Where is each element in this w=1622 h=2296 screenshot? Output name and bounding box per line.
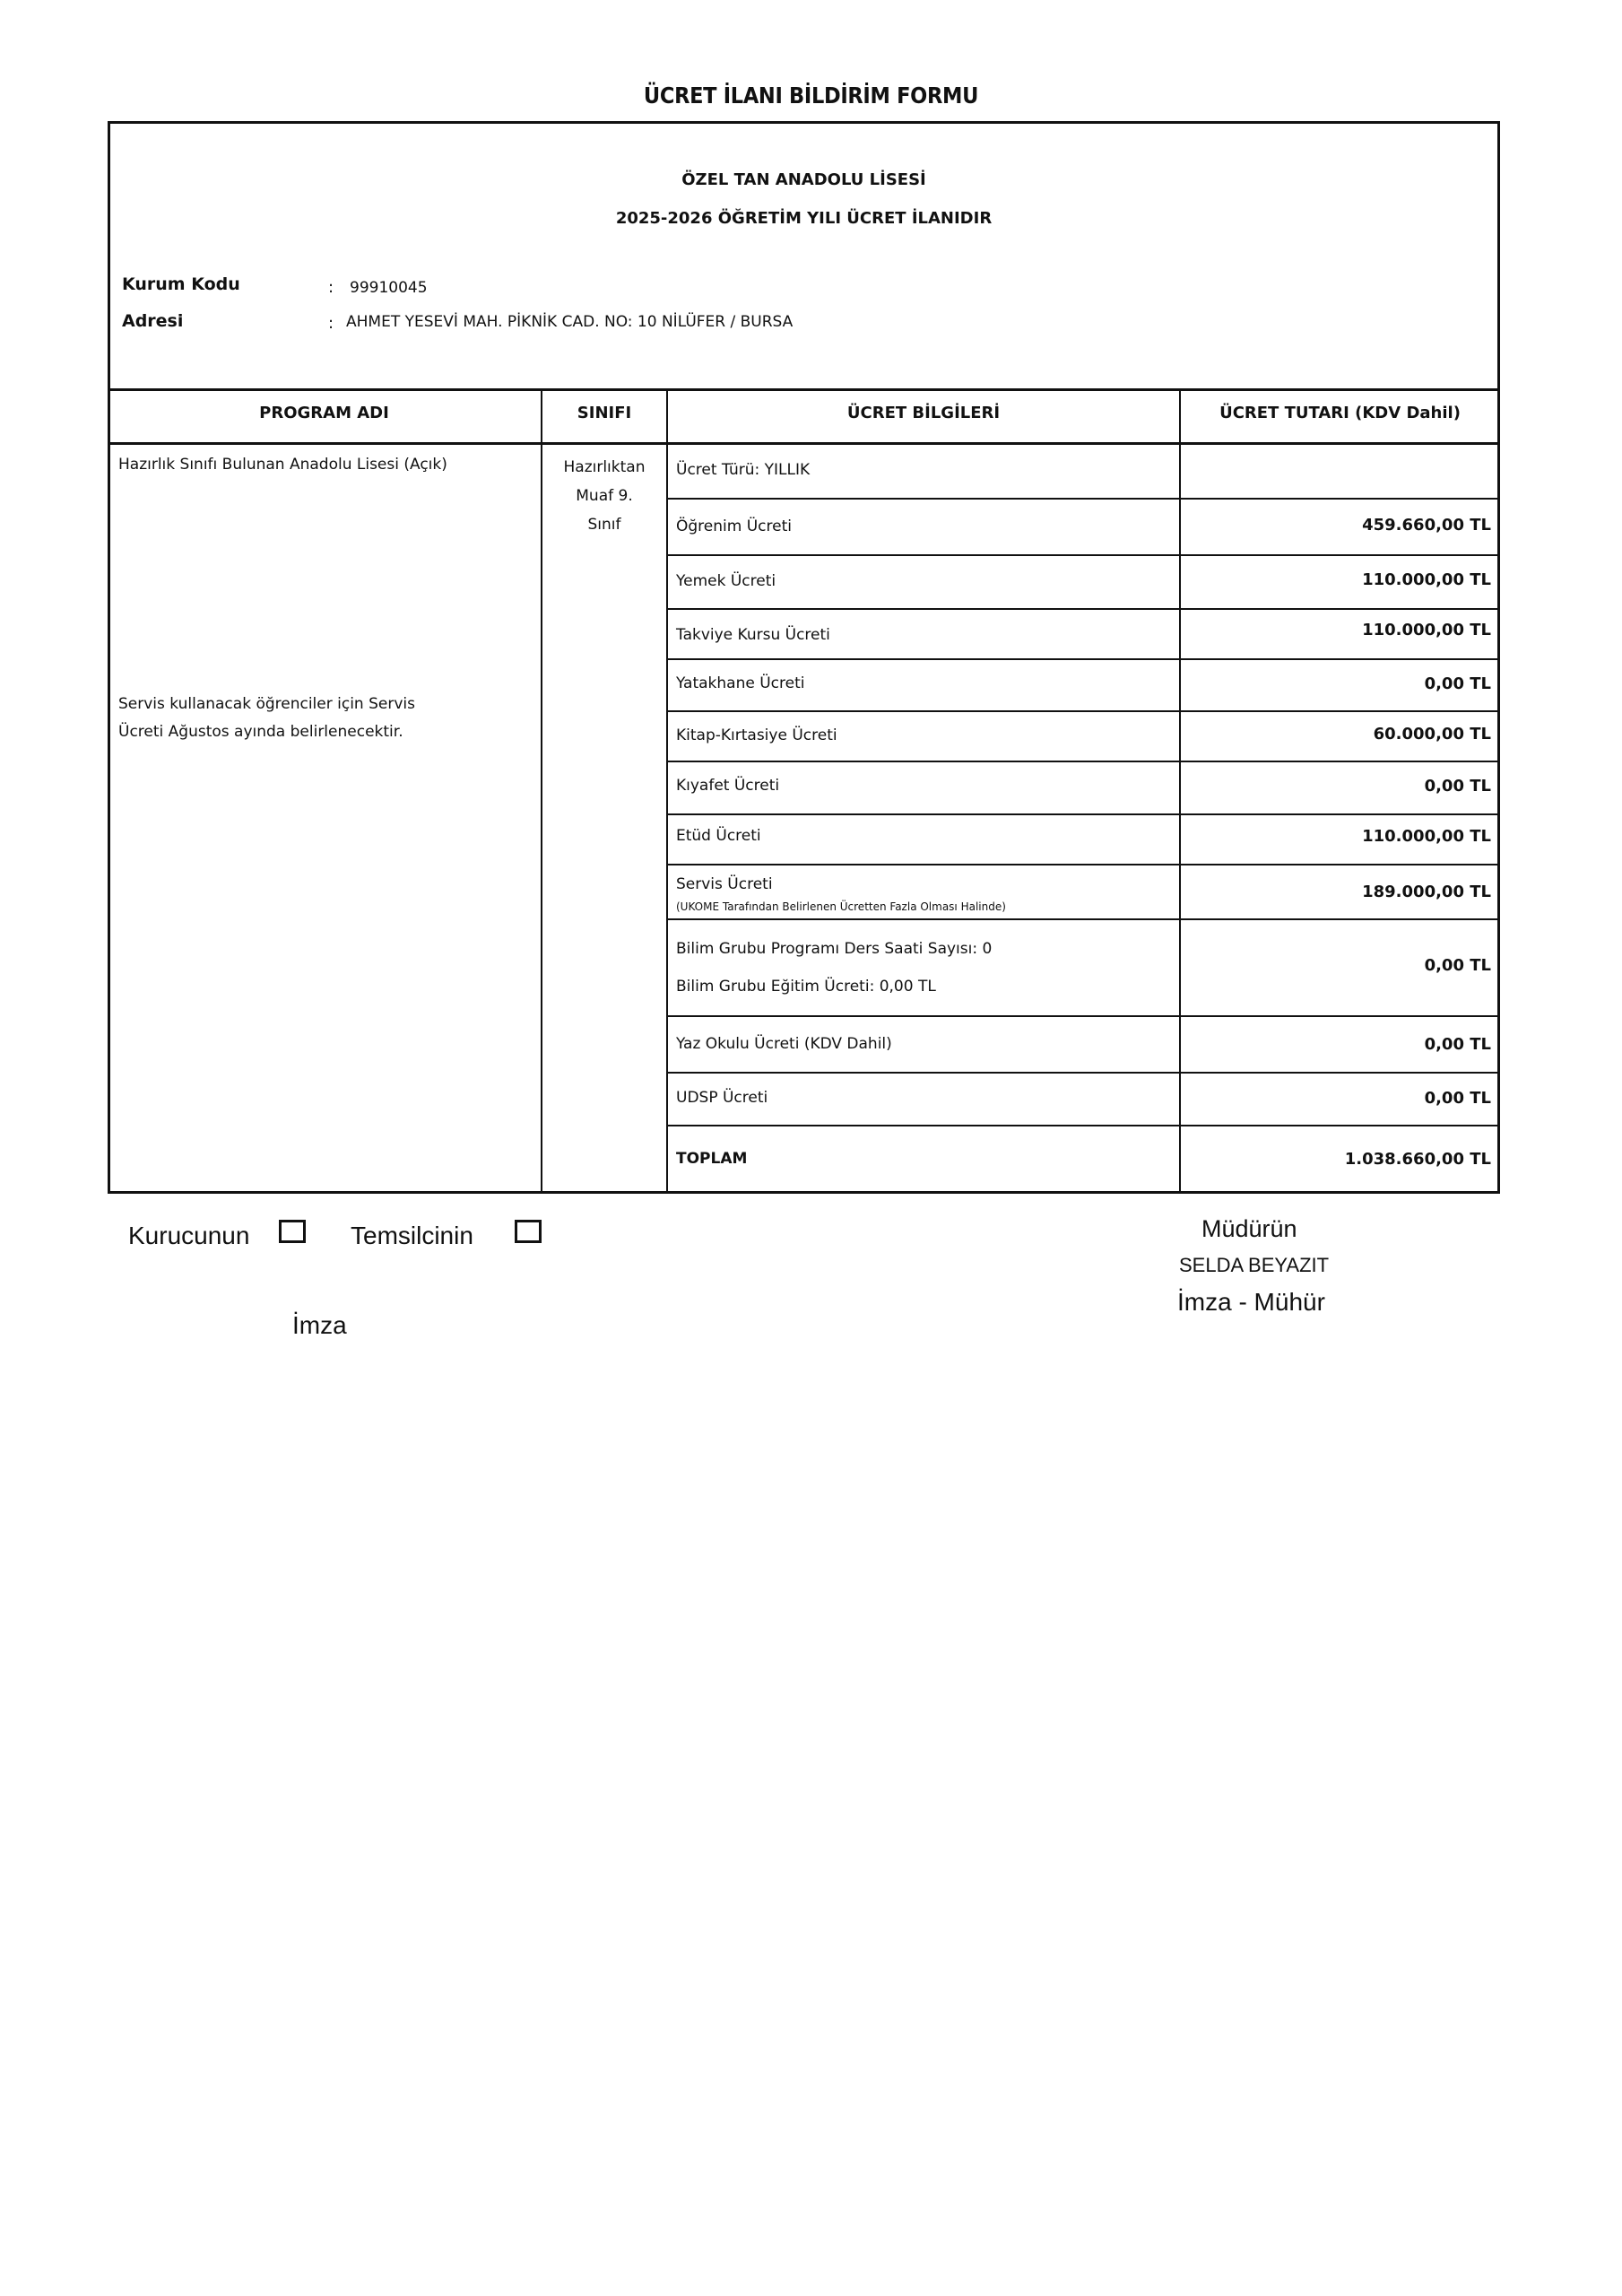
study-fee-amount: 110.000,00 TL (1362, 827, 1491, 846)
column-divider (541, 389, 542, 1194)
uniform-fee-label: Kıyafet Ücreti (676, 777, 780, 795)
row-line (667, 761, 1500, 762)
summer-school-fee-label: Yaz Okulu Ücreti (KDV Dahil) (676, 1035, 892, 1053)
dormitory-fee-label: Yatakhane Ücreti (676, 674, 805, 692)
tuition-fee-label: Öğrenim Ücreti (676, 517, 792, 535)
address-label: Adresi (122, 311, 184, 331)
row-line (667, 658, 1500, 660)
summer-school-fee-amount: 0,00 TL (1424, 1035, 1491, 1054)
stationery-fee-amount: 60.000,00 TL (1373, 725, 1491, 744)
row-line (667, 864, 1500, 865)
address-value: AHMET YESEVİ MAH. PİKNİK CAD. NO: 10 NİLÜFER / BURSA (346, 313, 794, 331)
header-fee-info: ÜCRET BİLGİLERİ (846, 404, 1001, 422)
row-line (667, 813, 1500, 815)
form-frame (108, 121, 1500, 1194)
representative-label: Temsilcinin (351, 1222, 473, 1249)
row-line (667, 498, 1500, 500)
signature-label: İmza (292, 1311, 347, 1339)
row-line (667, 554, 1500, 556)
program-note-line1: Servis kullanacak öğrenciler için Servis (118, 695, 415, 713)
tuition-fee-amount: 459.660,00 TL (1362, 516, 1491, 535)
class-line1: Hazırlıktan (563, 458, 646, 476)
class-line2: Muaf 9. (576, 487, 633, 505)
udsp-fee-label: UDSP Ücreti (676, 1089, 768, 1107)
fee-type-label: Ücret Türü: YILLIK (676, 461, 811, 479)
announcement-title: 2025-2026 ÖĞRETİM YILI ÜCRET İLANIDIR (615, 209, 993, 228)
program-name: Hazırlık Sınıfı Bulunan Anadolu Lisesi (Açık) (118, 456, 447, 474)
table-header-top-line (108, 388, 1500, 391)
founder-checkbox[interactable] (279, 1220, 306, 1243)
row-line (667, 1072, 1500, 1074)
study-fee-label: Etüd Ücreti (676, 827, 761, 845)
dormitory-fee-amount: 0,00 TL (1424, 674, 1491, 693)
shuttle-fee-amount: 189.000,00 TL (1362, 883, 1491, 901)
address-colon: : (328, 314, 334, 333)
total-label: TOPLAM (676, 1150, 748, 1168)
row-line (667, 608, 1500, 610)
uniform-fee-amount: 0,00 TL (1424, 777, 1491, 796)
principal-name: SELDA BEYAZIT (1179, 1254, 1330, 1276)
row-line (667, 1015, 1500, 1017)
total-amount: 1.038.660,00 TL (1344, 1150, 1491, 1169)
row-line (667, 710, 1500, 712)
support-course-fee-amount: 110.000,00 TL (1362, 621, 1491, 639)
shuttle-fee-note: (UKOME Tarafından Belirlenen Ücretten Fazla Olması Halinde) (676, 900, 1006, 913)
shuttle-fee-label: Servis Ücreti (676, 875, 773, 893)
class-line3: Sınıf (587, 516, 621, 534)
meal-fee-label: Yemek Ücreti (676, 572, 776, 590)
program-note-line2: Ücreti Ağustos ayında belirlenecektir. (118, 723, 403, 741)
representative-checkbox[interactable] (515, 1220, 542, 1243)
principal-label: Müdürün (1201, 1215, 1297, 1242)
header-class: SINIFI (577, 404, 632, 422)
science-group-hours-label: Bilim Grubu Programı Ders Saati Sayısı: 0 (676, 940, 993, 958)
row-line (667, 918, 1500, 920)
principal-signature-seal-label: İmza - Mühür (1177, 1288, 1325, 1316)
institution-code-label: Kurum Kodu (122, 274, 240, 294)
header-program-name: PROGRAM ADI (259, 404, 389, 422)
institution-code-value: 99910045 (350, 279, 428, 297)
science-group-fee-label: Bilim Grubu Eğitim Ücreti: 0,00 TL (676, 978, 936, 996)
form-title: ÜCRET İLANI BİLDİRİM FORMU (643, 83, 979, 109)
table-header-bottom-line (108, 442, 1500, 445)
institution-code-colon: : (328, 278, 334, 297)
row-line (667, 1125, 1500, 1126)
science-group-amount: 0,00 TL (1424, 956, 1491, 975)
founder-label: Kurucunun (128, 1222, 250, 1249)
stationery-fee-label: Kitap-Kırtasiye Ücreti (676, 726, 837, 744)
header-fee-amount: ÜCRET TUTARI (KDV Dahil) (1219, 404, 1461, 422)
meal-fee-amount: 110.000,00 TL (1362, 570, 1491, 589)
support-course-fee-label: Takviye Kursu Ücreti (676, 626, 830, 644)
udsp-fee-amount: 0,00 TL (1424, 1089, 1491, 1108)
school-name: ÖZEL TAN ANADOLU LİSESİ (681, 170, 926, 189)
